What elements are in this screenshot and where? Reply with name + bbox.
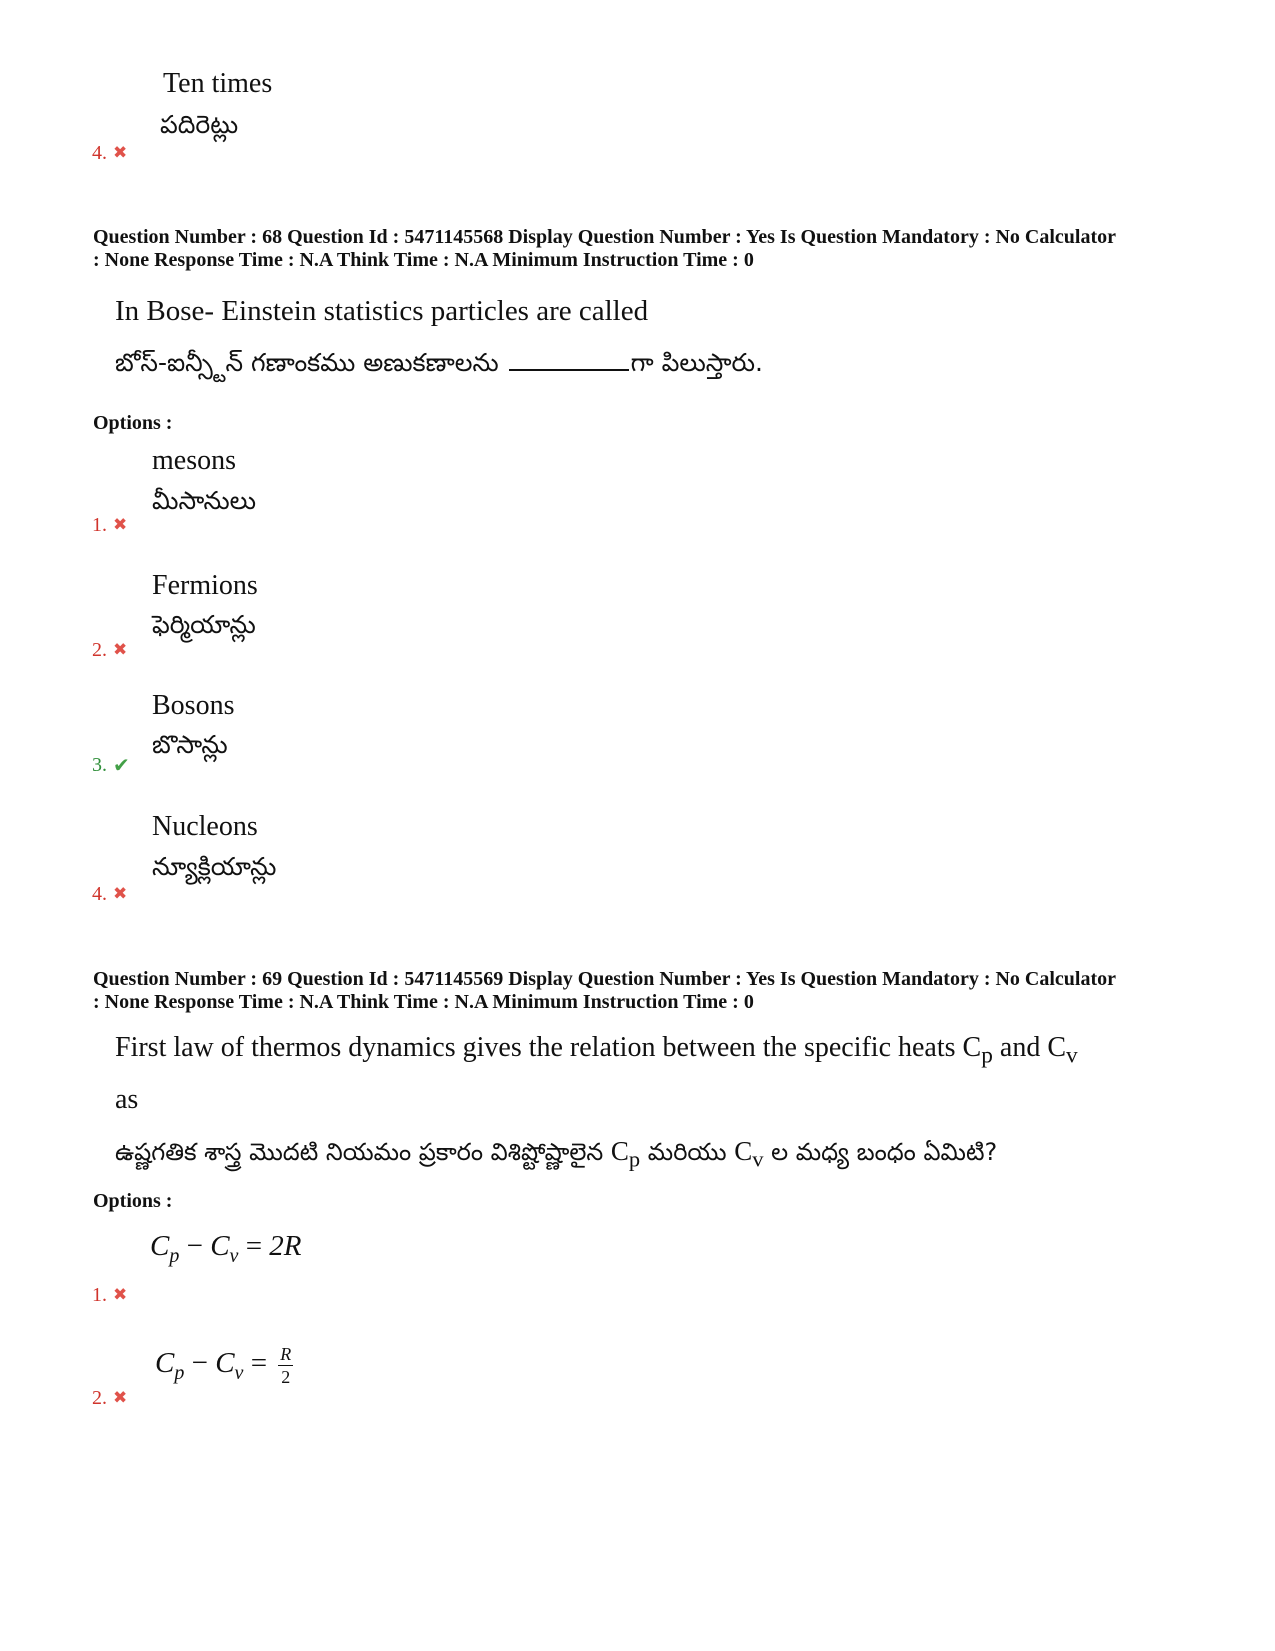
fill-in-blank [509,368,629,371]
q68-meta-line1: Question Number : 68 Question Id : 5471145568 Display Question Number : Yes Is Question Mandatory : No Calculator [93,226,1117,248]
q69-metadata [93,968,1193,1014]
option-number-label: 2. [92,1387,107,1409]
wrong-mark-icon: ✖ [113,142,128,163]
minus-sign: − [186,1230,203,1262]
option-number-label: 1. [92,514,107,536]
q68-option-1-english: mesons [152,445,236,476]
wrong-mark-icon: ✖ [113,639,128,660]
q68-option-2-number [92,640,127,660]
q69-meta-line1: Question Number : 69 Question Id : 5471145569 Display Question Number : Yes Is Question Mandatory : No Calculator [93,968,1117,990]
cp-letter: C [610,1136,629,1166]
cv-subscript: v [752,1146,764,1172]
formula-cv: C [215,1347,235,1380]
prev-option-4-number [92,143,127,163]
wrong-mark-icon: ✖ [113,883,128,904]
cp-symbol-telugu [610,1136,641,1172]
fraction-numerator: R [280,1344,292,1364]
q68-option-4-telugu: న్యూక్లియాన్లు [152,852,277,881]
q69-options-label: Options : [93,1190,173,1212]
q68-option-3-number [92,755,130,775]
cp-letter: C [962,1032,982,1063]
q68-telugu-after-blank: గా పిలుస్తారు. [630,348,763,377]
cp-subscript: p [628,1146,641,1172]
q68-text-english: In Bose- Einstein statistics particles are called [115,295,649,327]
prev-option-4-english: Ten times [163,68,273,99]
option-number-label: 4. [92,142,107,164]
q68-option-2-telugu: ఫెర్మియాన్లు [152,610,256,639]
q68-text-telugu [115,350,763,375]
formula-cp-sub: p [174,1361,185,1384]
formula-cv-sub: v [234,1361,244,1384]
formula-cv-sub: v [229,1244,239,1267]
equals-sign: = [250,1347,268,1380]
q68-option-4-english: Nucleons [152,811,258,842]
q68-option-3-english: Bosons [152,690,235,721]
q68-options-label: Options : [93,412,173,434]
prev-option-4-telugu: పదిరెట్లు [160,110,239,139]
cp-symbol [962,1032,993,1069]
q68-option-1-number [92,515,127,535]
cv-letter: C [734,1136,753,1166]
and-word: and [999,1032,1041,1063]
cv-symbol-telugu [734,1136,764,1172]
q68-option-2-english: Fermions [152,570,258,601]
q69-text-english-line1 [115,1034,1078,1068]
q68-option-3-telugu: బొసాన్లు [152,730,228,759]
q69-option-2-number [92,1388,127,1408]
cv-symbol [1047,1032,1078,1069]
q69-text-english-line2: as [115,1084,139,1115]
formula-cp-sub: p [169,1244,180,1267]
q68-telugu-before-blank: బోస్-ఐన్స్టీన్ గణాంకము అణుకణాలను [115,348,499,377]
wrong-mark-icon: ✖ [113,1387,128,1408]
q69-telugu-part1: ఉష్ణగతిక శాస్త్ర మొదటి నియమం ప్రకారం విశిష్టోష్ణాలైన [115,1138,604,1166]
option-number-label: 1. [92,1284,107,1306]
q68-meta-line2: : None Response Time : N.A Think Time : N.A Minimum Instruction Time : 0 [93,249,754,271]
cv-subscript: v [1066,1042,1078,1069]
q69-telugu-part3: ల మధ్య బంధం ఏమిటి? [771,1138,998,1166]
fraction [278,1345,293,1386]
equals-sign: = [245,1230,263,1262]
cp-subscript: p [981,1042,993,1069]
q68-option-4-number [92,884,127,904]
option-number-label: 2. [92,639,107,661]
wrong-mark-icon: ✖ [113,514,128,535]
correct-check-icon: ✔ [113,753,130,777]
option-number-label: 3. [92,754,107,776]
formula-cp: C [155,1347,175,1380]
wrong-mark-icon: ✖ [113,1284,128,1305]
formula-value: 2R [269,1230,302,1262]
q68-metadata [93,226,1193,272]
option-number-label: 4. [92,883,107,905]
q69-option-1-number [92,1285,127,1305]
fraction-denominator: 2 [281,1367,291,1387]
q69-english-text: First law of thermos dynamics gives the relation between the specific heats [115,1032,956,1063]
q69-telugu-part2: మరియు [647,1138,727,1166]
formula-cv: C [210,1230,230,1262]
q68-option-1-telugu: మీసానులు [152,486,257,515]
q69-meta-line2: : None Response Time : N.A Think Time : N.A Minimum Instruction Time : 0 [93,991,754,1013]
q69-option-2-formula [155,1345,293,1386]
formula-cp: C [150,1230,170,1262]
q69-option-1-formula [150,1232,302,1266]
q69-text-telugu [115,1138,997,1171]
minus-sign: − [191,1347,208,1380]
cv-letter: C [1047,1032,1067,1063]
